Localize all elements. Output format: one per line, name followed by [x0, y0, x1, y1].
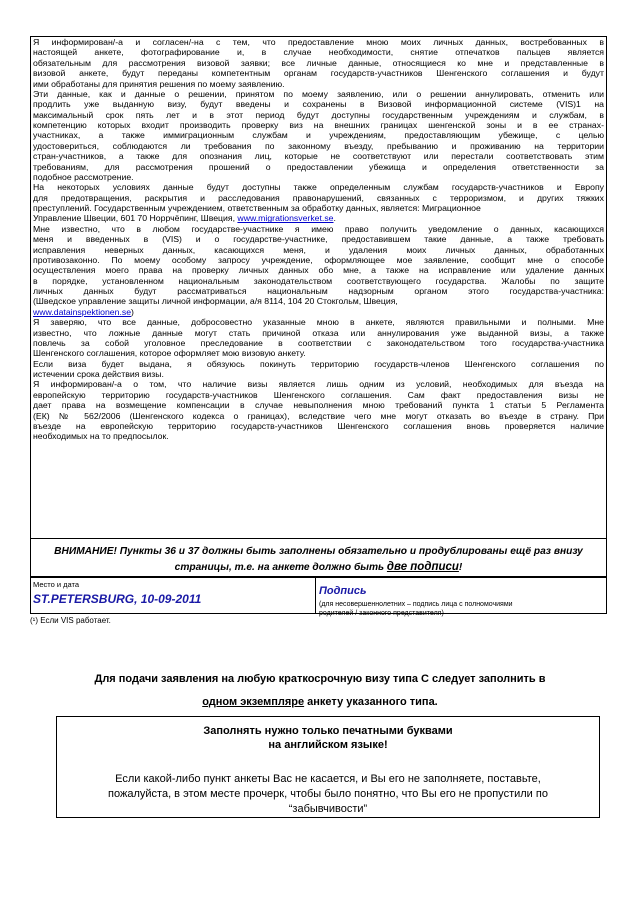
consent-line: въезде на европейскую территорию государств-участников Шенгенского соглашения вновь проверяется наличие [33, 420, 604, 431]
instruction-line-1: Для подачи заявления на любую краткосрочную визу типа С следует заполнить в [94, 673, 546, 685]
consent-line: участниках, а также иммиграционным службам и учреждениям, предоставляющим убежище, с целью [33, 130, 604, 141]
place-date-signature-row [30, 577, 607, 617]
notice-line-2: на английском языке! [268, 739, 388, 751]
two-signatures-emphasis: две подписи [386, 561, 459, 573]
consent-line: (Шведское управление защиты личной информации, а/я 8114, 104 20 Стокгольм, Швеция, [33, 296, 398, 307]
migration-agency-address: Управление Швеции, 601 70 Норрчёпинг, Швеция, [33, 213, 238, 224]
consent-line-migration-agency [33, 213, 604, 223]
signature-cell[interactable] [316, 578, 606, 617]
consent-line-datainspektionen [33, 307, 604, 317]
single-copy-emphasis: одном экземпляре [202, 696, 305, 708]
consent-line: противозаконно. По моему особому запросу учреждение, оформляющее мое заявление, сообщит мне о способе [33, 254, 604, 265]
migration-agency-suffix: . [333, 213, 336, 224]
consent-line: визовой анкете, будут переданы компетентным органам государств-участников Шенгенского соглашения и будут [33, 68, 604, 79]
notice-line-3: Если какой-либо пункт анкеты Вас не касается, и Вы его не заполняете, поставьте, [115, 773, 541, 785]
consent-line: подобное рассмотрение. [33, 171, 134, 182]
consent-line: Если виза будет выдана, я обязуюсь покинуть территорию государств-членов Шенгенского соглашения по [33, 358, 604, 369]
consent-line: настоящей анкете, фотографирование и, в случае необходимости, снятие отпечатков пальцев является [33, 47, 604, 58]
notice-line-4: пожалуйста, в этом месте прочерк, чтобы было понятно, что Вы его не пропустили по [108, 788, 548, 800]
datainspektionen-link[interactable]: www.datainspektionen.se [33, 306, 132, 317]
signature-note-line-1: (для несовершеннолетних – подпись лица с полномочиями [319, 601, 513, 608]
consent-line: ими обработаны для принятия решения по моему заявлению. [33, 78, 285, 89]
consent-line: удостовериться, соблюдаются ли требования по законному въезду, пребыванию и проживанию на территории [33, 140, 604, 151]
consent-line: обязательным для рассмотрения визовой заявки; все личные данные, относящиеся ко мне и представленные в [33, 57, 604, 68]
warning-box [30, 539, 607, 577]
notice-line-5: “забывчивости” [288, 803, 368, 815]
warning-line-2-prefix: страницы, т.е. на анкете должно быть [174, 562, 387, 573]
consent-line: дает права на возмещение компенсации в случае невыполнения мною требований пункта 1 статьи 5 Регламента [33, 400, 604, 411]
consent-line: Шенгенского соглашения, которое оформляет мою визовую анкету. [33, 348, 306, 359]
warning-line-1: ВНИМАНИЕ! Пункты 36 и 37 должны быть заполнены обязательно и продублированы ещё раз внизу [54, 546, 583, 557]
vis-footnote: (¹) Если VIS работает. [30, 616, 111, 625]
consent-line: необходимых на то предпосылок. [33, 431, 169, 442]
consent-line: Я заверяю, что все данные, добросовестно указанные мною в анкете, являются правильными и полными. Мне [33, 317, 604, 328]
place-date-value[interactable]: ST.PETERSBURG, 10-09-2011 [33, 592, 202, 606]
consent-line: в порядке, установленном национальным законодательством соответствующего государства. Жалобы по защите [33, 275, 604, 286]
consent-line: повлечь за собой уголовное преследование в соответствии с законодательством того государства-участника [33, 337, 604, 348]
consent-line: компетенцию которых входит производить проверку виз на внешних границах шенгенской зоны и в ее странах- [33, 120, 604, 130]
consent-line: европейскую территорию государств-участников Шенгенского соглашения. Сам факт предоставления визы не [33, 389, 604, 400]
consent-line: максимальный срок пять лет и в этот период будут доступны государственным учреждениям и службам, в [33, 109, 604, 120]
consent-line: (ЕК) № 562/2006 (Шенгенского кодекса о границах), вследствие чего мне могут отказать во въезде в страну. При [33, 410, 604, 421]
consent-line: Эти данные, как и данные о решении, принятом по моему заявлению, или о решении аннулировать, отменить или [33, 88, 604, 99]
consent-line: личных данных будут рассматриваться национальным надзорным органом этого государства-участника: [33, 286, 604, 296]
place-date-label: Место и дата [33, 580, 80, 589]
warning-line-2 [31, 562, 606, 573]
signature-note [319, 600, 604, 618]
instruction-line-2-suffix: анкету указанного типа. [304, 696, 438, 708]
consent-line: преступлений. Государственным учреждением, ответственным за обработку данных, является: Миграционное [33, 203, 481, 213]
consent-line: для предотвращения, раскрытия и расследования правонарушений, связанных с терроризмом, и других тяжких [33, 192, 604, 203]
consent-line: меня и введенных в (VIS) и о государстве-участнике, предоставившем такие данные, а также требовать [33, 234, 604, 245]
datainspektionen-suffix: ) [131, 306, 134, 317]
consent-line: продлить уже выданную визу, будут введены и сохранены в Визовой информационной системе (VIS)1 на [33, 99, 604, 110]
signature-label: Подпись [319, 585, 367, 597]
notice-line-1: Заполнять нужно только печатными буквами [203, 725, 453, 737]
instruction-line-2 [40, 695, 600, 709]
consent-line: истечении срока действия визы. [33, 369, 164, 379]
consent-line: Я информирован/-а и согласен/-на с тем, что предоставление мною моих личных данных, востребованных в [33, 37, 604, 47]
consent-line: осуществления моего права на проверку личных данных обо мне, а также на исправление или удаление данных [33, 265, 604, 276]
consent-line: требованиям, для рассмотрения прошений о предоставлении убежища и определения ответственности за [33, 161, 604, 172]
fill-in-notice-box [56, 716, 600, 818]
consent-line: исправления неверных данных, касающихся меня, и удаления моих личных данных, обработанных [33, 244, 604, 255]
signature-note-line-2: родителей / законного представителя) [319, 610, 444, 617]
consent-line: Я информирован/-а о том, что наличие визы является лишь одним из условий, необходимых для въезда на [33, 379, 604, 390]
migrationsverket-link[interactable]: www.migrationsverket.se [237, 213, 334, 224]
consent-line: известно, что ложные данные могут стать причиной отказа или аннулирования уже выданной визы, а также [33, 327, 604, 338]
consent-line: Мне известно, что в любом государстве-участнике я имею право получить уведомление о данных, касающихся [33, 223, 604, 234]
place-date-cell [31, 578, 316, 613]
consent-line: стран-участников, а также для опознания лиц, которые не соответствуют или перестали соответствовать этим [33, 151, 604, 162]
warning-line-2-suffix: ! [458, 562, 463, 573]
consent-declaration-box [30, 36, 607, 539]
consent-line: На некоторых условиях данные будут доступны также определенным службам государств-участников и Европу [33, 182, 604, 193]
